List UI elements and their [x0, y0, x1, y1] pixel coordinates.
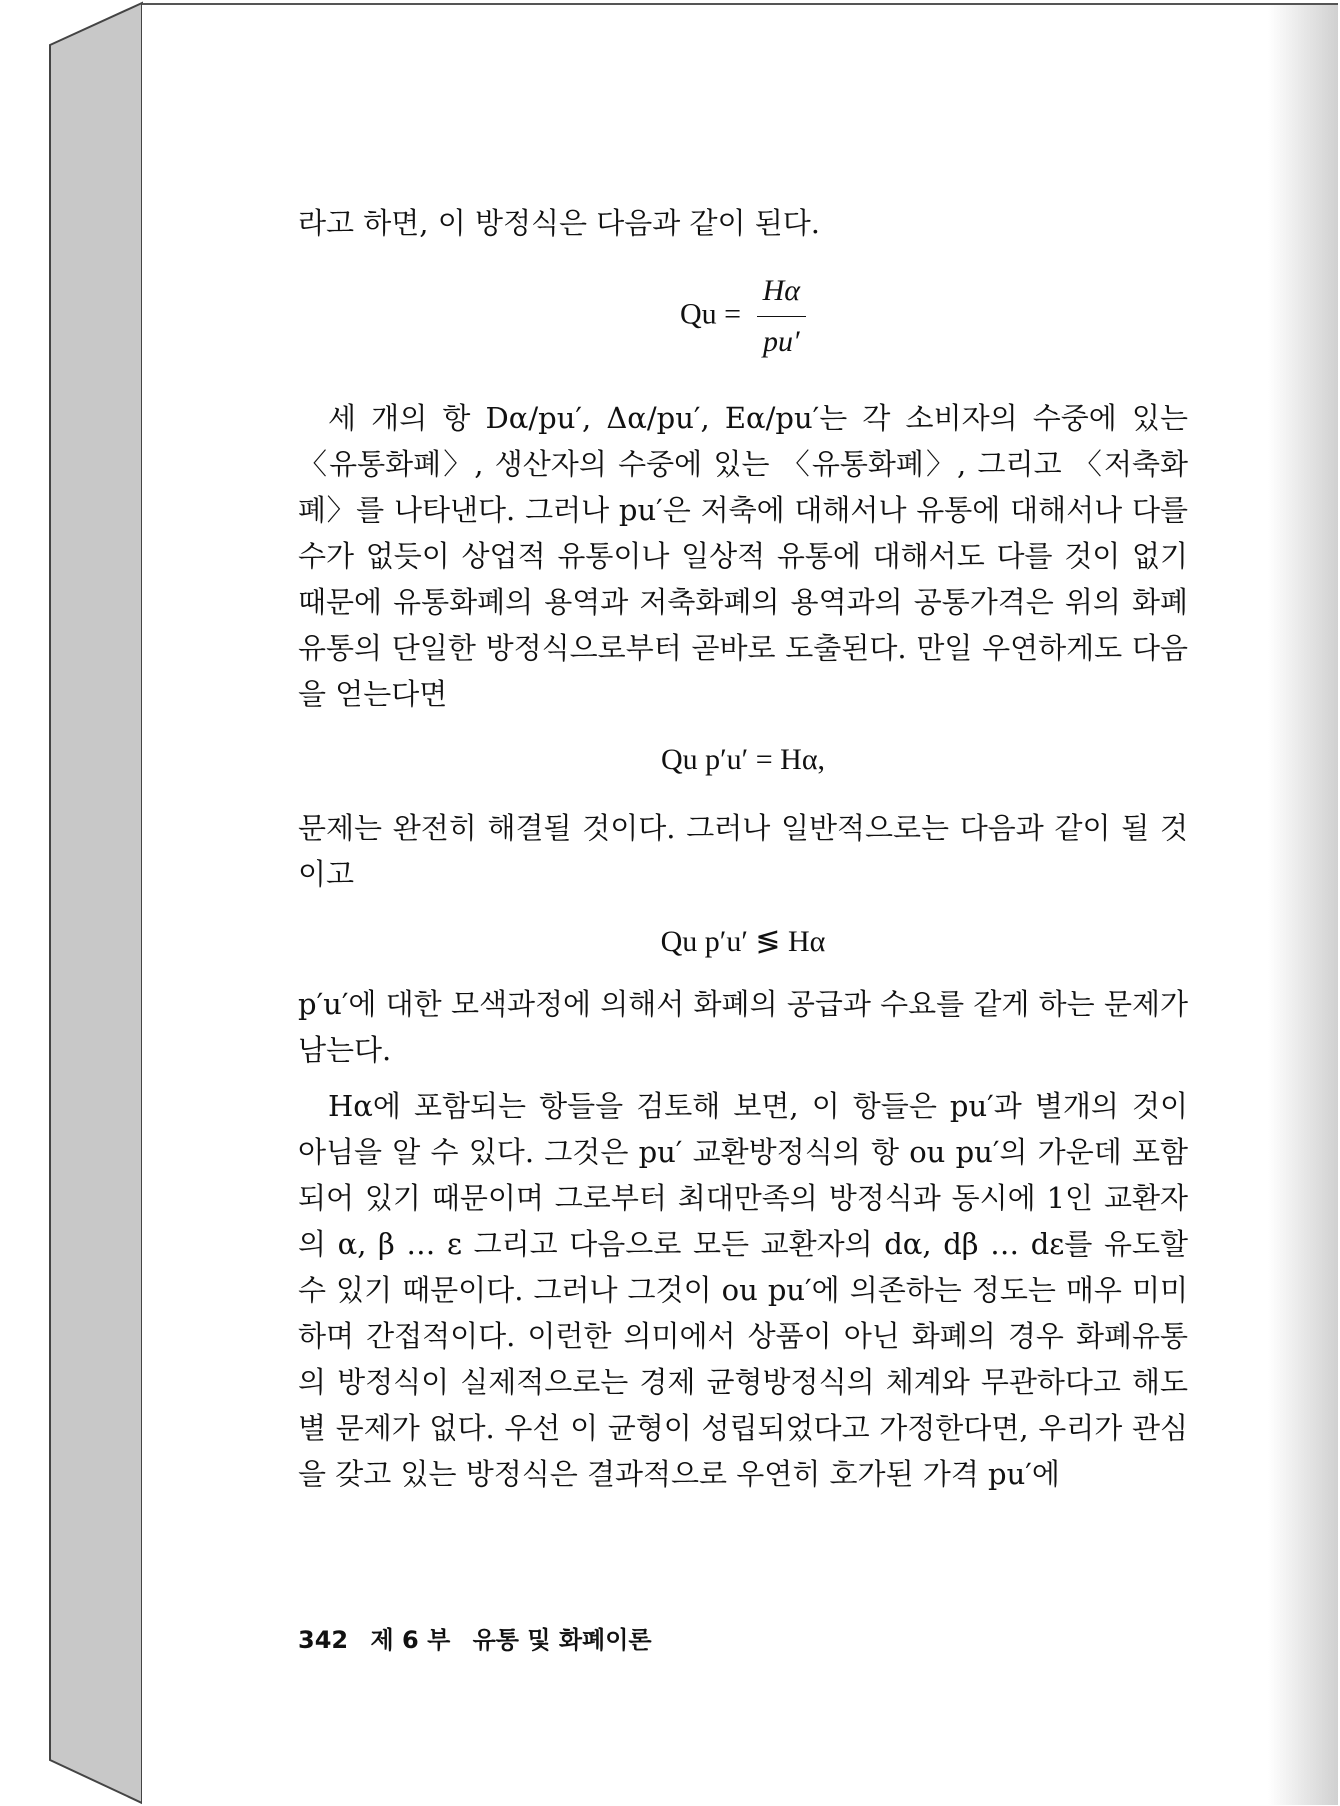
equation-1-fraction [757, 268, 806, 365]
equation-1-lhs: Qu = [679, 297, 742, 331]
equation-1 [298, 268, 1188, 365]
paragraph-1: 라고 하면, 이 방정식은 다음과 같이 된다. [298, 206, 820, 240]
page-body [298, 200, 1188, 1497]
equation-1-denominator: pu′ [763, 325, 800, 358]
page-footer [298, 1620, 666, 1655]
book-spine [0, 0, 150, 1806]
page-edge-shadow [1268, 5, 1338, 1805]
page-number: 342 [298, 1626, 349, 1654]
paragraph-2: 세 개의 항 Dα/pu′, Δα/pu′, Eα/pu′는 각 소비자의 수중에 있는 〈유통화폐〉, 생산자의 수중에 있는 〈유통화폐〉, 그리고 〈저축화폐〉를 나타낸다. 그러나 pu′은 저축에 대해서나 유통에 대해서나 다를 수가 없듯이 상업적 유통이나 일상적 유통에 대해서도 다를 것이 없기 때문에 유통화폐의 용역과 저축화폐의 용역과의 공통가격은 위의 화폐 유통의 단일한 방정식으로부터 곧바로 도출된다. 만일 우연하게도 다음을 얻는다면 [298, 401, 1188, 711]
footer-title: 유통 및 화폐이론 [472, 1626, 652, 1654]
equation-2: Qu p′u′ = Hα, [660, 743, 826, 776]
equation-3: Qu p′u′ ≶ Hα [660, 925, 826, 958]
footer-part: 제 6 부 [370, 1626, 451, 1654]
equation-1-numerator: Hα [757, 268, 806, 317]
paragraph-5: Hα에 포함되는 항들을 검토해 보면, 이 항들은 pu′과 별개의 것이 아님을 알 수 있다. 그것은 pu′ 교환방정식의 항 ou pu′의 가운데 포함되어 있기 때문이며 그로부터 최대만족의 방정식과 동시에 1인 교환자의 α, β … ε 그리고 다음으로 모든 교환자의 dα, dβ … dε를 유도할 수 있기 때문이다. 그러나 그것이 ou pu′에 의존하는 정도는 매우 미미하며 간접적이다. 이런한 의미에서 상품이 아닌 화폐의 경우 화폐유통의 방정식이 실제적으로는 경제 균형방정식의 체계와 무관하다고 해도 별 문제가 없다. 우선 이 균형이 성립되었다고 가정한다면, 우리가 관심을 갖고 있는 방정식은 결과적으로 우연히 호가된 가격 pu′에 [298, 1089, 1188, 1491]
paragraph-4: p′u′에 대한 모색과정에 의해서 화폐의 공급과 수요를 같게 하는 문제가 남는다. [298, 987, 1188, 1067]
paragraph-3: 문제는 완전히 해결될 것이다. 그러나 일반적으로는 다음과 같이 될 것이고 [298, 811, 1188, 891]
